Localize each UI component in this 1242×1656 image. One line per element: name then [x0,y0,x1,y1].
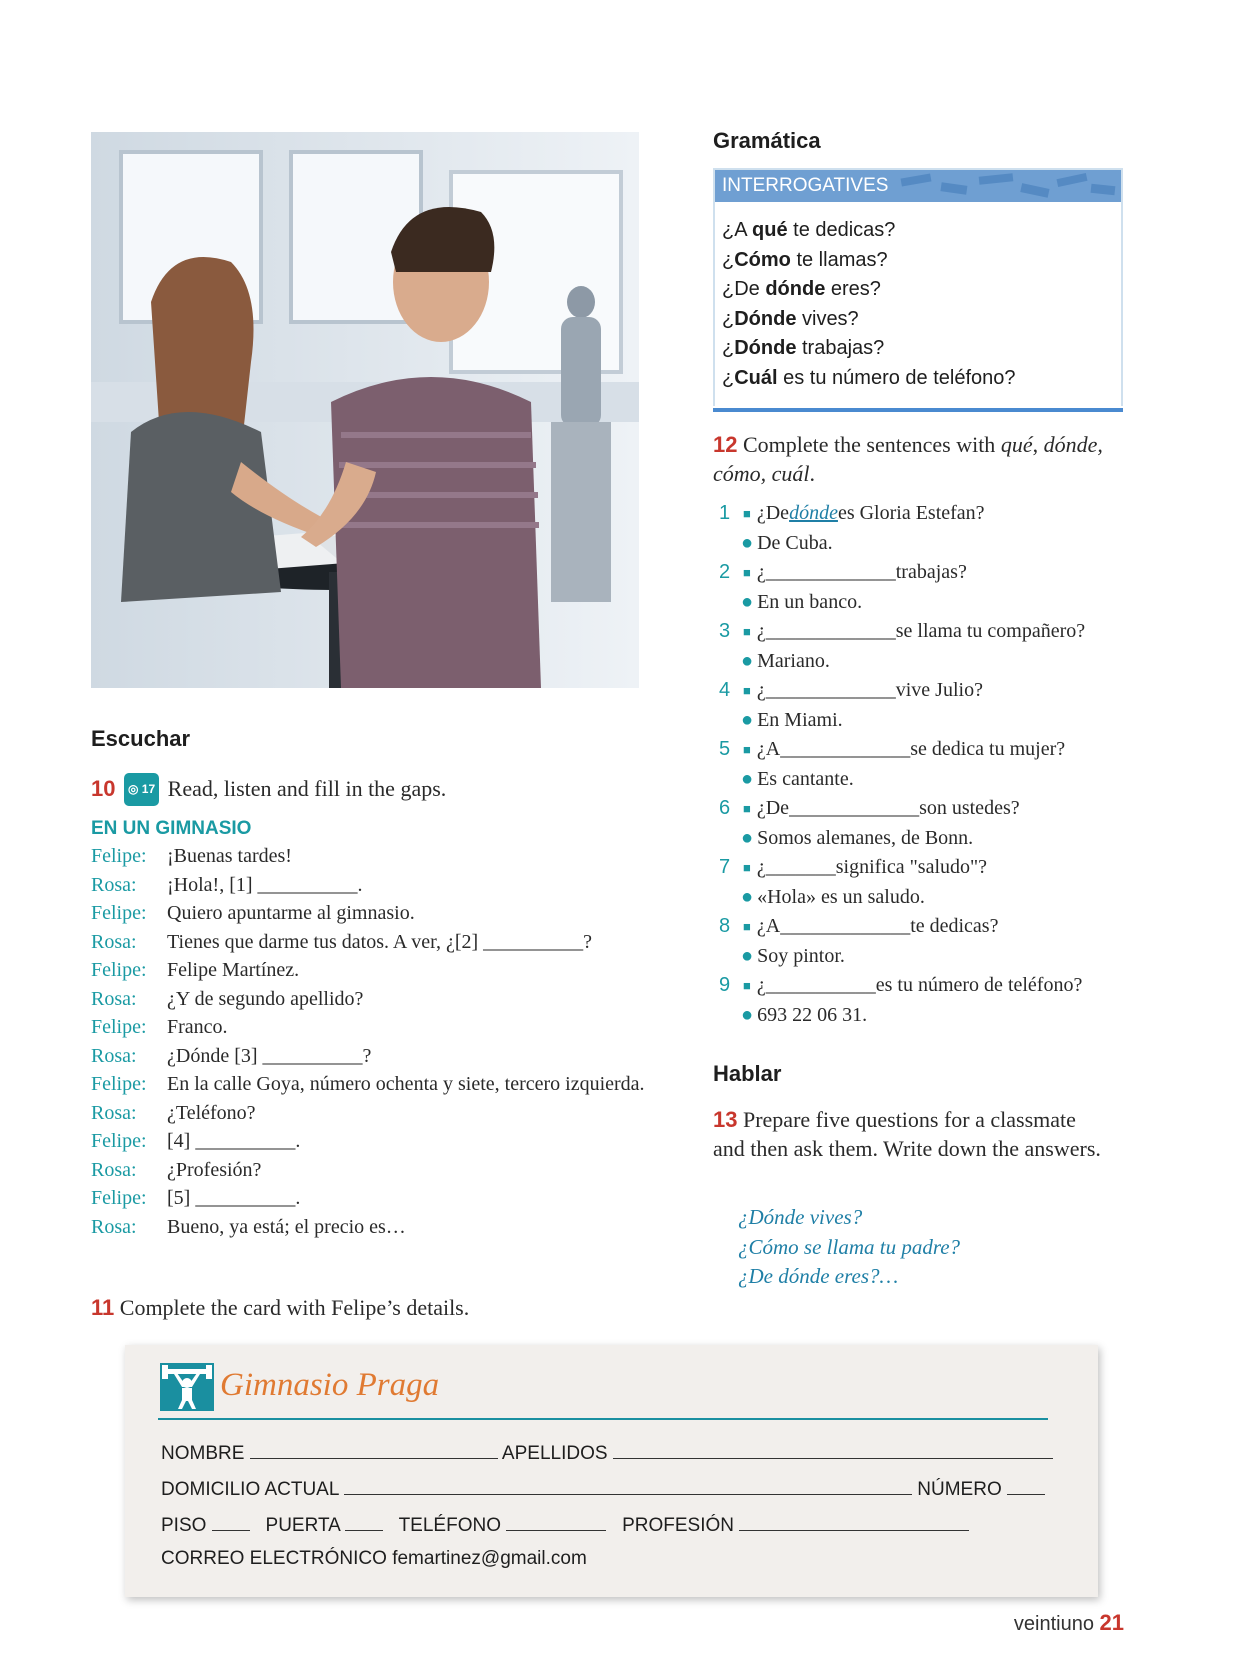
dialogue-speaker: Felipe: [91,845,147,867]
exercise-10-number: 10 [91,776,116,801]
nombre-row [161,1440,1053,1465]
grammar-item: ¿De dónde eres? [722,278,881,300]
exercise-10-instruction: Read, listen and fill in the gaps. [167,776,447,801]
gym-name: Gimnasio Praga [220,1367,440,1403]
dialogue-line [91,842,661,871]
dialogue-line [91,1127,661,1156]
exercise-12-number: 12 [713,432,738,457]
answer-blank[interactable]: _______ [765,856,836,878]
apellidos-label: APELLIDOS [501,1443,608,1464]
list-item: 3 ■ ¿ _____________ se llama tu compañero? ● Mariano. [719,617,1139,676]
nombre-label: NOMBRE [161,1443,245,1464]
dialogue-speaker: Rosa: [91,873,137,896]
dialogue-line [91,1184,661,1213]
dialogue-speaker: Felipe: [91,1130,147,1152]
grammar-item: ¿Cómo te llamas? [722,248,888,271]
dialogue-text: En la calle Goya, número ochenta y siete, tercero izquierda. [167,1073,645,1095]
grammar-item: ¿A qué te dedicas? [722,219,896,241]
list-item: 2 ■ ¿ _____________ trabajas? ● En un banco. [719,558,1139,617]
answer-blank[interactable]: _____________ [780,915,911,937]
dialogue-speaker: Felipe: [91,1187,147,1209]
domicilio-row [161,1476,1045,1501]
weightlifter-logo-icon [160,1363,214,1411]
profesion-label: PROFESIÓN [622,1515,735,1536]
correo-row [161,1548,587,1570]
list-item: 7 ■ ¿ _______ significa "saludo"? ● «Hola» es un saludo. [719,853,1139,912]
dialogue-line [91,1013,661,1042]
dialogue-speaker: Felipe: [91,902,147,924]
exercise-12-title: 12 Complete the sentences with qué, dónde, cómo, cuál. [713,432,1103,486]
hablar-heading: Hablar [713,1061,782,1086]
dialogue-text: ¿Dónde [3] __________? [167,1044,372,1067]
grammar-box [713,168,1123,406]
example-question: ¿Dónde vives? [738,1205,863,1229]
list-item: 9 ■ ¿ ___________ es tu número de teléfono? ● 693 22 06 31. [719,971,1139,1030]
apellidos-field[interactable] [613,1440,1053,1459]
dialogue-line [91,1156,661,1185]
exercise-12-words-2: dónde, cómo, cuál [713,432,1103,486]
dialogue-line [91,1213,661,1242]
dialogue-text: ¡Hola!, [1] __________. [167,873,363,896]
dialogue-text: Franco. [167,1016,228,1038]
grammar-item: ¿Cuál es tu número de teléfono? [722,366,1016,389]
dialogue-line [91,899,661,928]
dialogue-line [91,1042,661,1071]
dialogue-text: Bueno, ya está; el precio es… [167,1215,406,1238]
dialogue-speaker: Rosa: [91,987,137,1010]
exercise-11-number: 11 [91,1295,115,1320]
gym-photo [91,132,639,688]
exercise-12-words: qué [1000,432,1033,457]
exercise-11-instruction: Complete the card with Felipe’s details. [119,1295,470,1320]
page-number-word: veintiuno [1013,1613,1094,1635]
telefono-label: TELÉFONO [398,1515,501,1536]
dialogue-text: ¡Buenas tardes! [167,845,292,867]
piso-field[interactable] [212,1512,250,1531]
list-item: 4 ■ ¿ _____________ vive Julio? ● En Miami. [719,676,1139,735]
dialogue-line [91,956,661,985]
telefono-field[interactable] [506,1512,606,1531]
dialogue-speaker: Felipe: [91,1073,147,1095]
gym-registration-card [125,1345,1098,1597]
decorative-pattern-icon [891,170,1121,202]
exercise-13-examples [738,1203,960,1292]
dialogue-line [91,1070,661,1099]
exercise-10-title [91,773,651,806]
grammar-item: ¿Dónde vives? [722,307,859,330]
profesion-field[interactable] [739,1512,969,1531]
list-item: 8 ■ ¿A _____________ te dedicas? ● Soy pintor. [719,912,1139,971]
exercise-11-title [91,1293,469,1322]
dialogue-text: Quiero apuntarme al gimnasio. [167,902,415,924]
dialogue-line [91,1099,661,1128]
domicilio-field[interactable] [344,1476,912,1495]
grammar-box-title-text: INTERROGATIVES [722,175,889,196]
dialogue-text: ¿Profesión? [167,1158,262,1181]
dialogue-speaker: Rosa: [91,1101,137,1124]
answer-blank[interactable]: _____________ [780,738,911,760]
grammar-box-rule [713,408,1123,412]
dialogue-line [91,928,661,957]
grammar-item: ¿Dónde trabajas? [722,337,885,359]
numero-label: NÚMERO [917,1479,1002,1500]
dialogue-speaker: Rosa: [91,1044,137,1067]
dialogue-text: [4] __________. [167,1130,301,1152]
exercise-13-number: 13 [713,1107,738,1132]
answer-blank[interactable]: ___________ [765,974,876,996]
domicilio-label: DOMICILIO ACTUAL [161,1479,339,1500]
dialogue-speaker: Rosa: [91,1158,137,1181]
list-item: 1 ■ ¿De dónde es Gloria Estefan? ● De Cuba. [719,502,985,554]
puerta-label: PUERTA [265,1515,340,1536]
dialogue-speaker: Felipe: [91,1016,147,1038]
list-item: 6 ■ ¿De _____________ son ustedes? ● Somos alemanes, de Bonn. [719,794,1139,853]
dialogue-text: Felipe Martínez. [167,959,300,981]
dialogue-line [91,871,661,900]
grammar-list [722,216,1016,393]
exercise-13-title [713,1105,1113,1163]
dialogue-text: [5] __________. [167,1187,301,1209]
piso-label: PISO [161,1515,207,1536]
exercise-12-instruction: Complete the sentences with [742,432,996,457]
card-divider [158,1418,1048,1420]
grammar-box-title [715,170,1121,202]
example-question: ¿Cómo se llama tu padre? [738,1234,961,1259]
dialogue-text: Tienes que darme tus datos. A ver, ¿[2] __________? [167,930,593,953]
dialogue-line [91,985,661,1014]
list-item: 5 ■ ¿A _____________ se dedica tu mujer? ● Es cantante. [719,735,1139,794]
dialogue-text: ¿Y de segundo apellido? [167,987,364,1010]
nombre-field[interactable] [250,1440,498,1459]
answer-blank[interactable]: _____________ [789,797,920,819]
numero-field[interactable] [1007,1476,1045,1495]
piso-row [161,1512,969,1537]
audio-track-number: 17 [141,782,156,796]
dialogue-speaker: Rosa: [91,1215,137,1238]
puerta-field[interactable] [345,1512,383,1531]
page-number-digits: 21 [1099,1610,1124,1635]
exercise-12-list [719,499,1139,1030]
dialogue [91,842,661,1241]
answer-blank[interactable]: _____________ [765,620,896,642]
photo-illustration [91,132,639,688]
exercise-13-instruction: Prepare five questions for a classmate and then ask them. Write down the answers. [713,1107,1101,1161]
correo-label: CORREO ELECTRÓNICO [161,1548,387,1569]
dialogue-title: EN UN GIMNASIO [91,818,252,839]
answer-blank[interactable]: _____________ [765,561,896,583]
page-number [1014,1610,1124,1636]
answer-blank[interactable]: _____________ [765,679,896,701]
escuchar-heading: Escuchar [91,726,191,751]
dialogue-text: ¿Teléfono? [167,1101,256,1124]
gramatica-heading: Gramática [713,128,821,153]
correo-value[interactable]: femartinez@gmail.com [392,1548,587,1569]
dialogue-speaker: Felipe: [91,959,147,981]
audio-track-icon[interactable]: ◎ 17 [124,773,159,806]
dialogue-speaker: Rosa: [91,930,137,953]
example-question: ¿De dónde eres?… [738,1264,899,1288]
